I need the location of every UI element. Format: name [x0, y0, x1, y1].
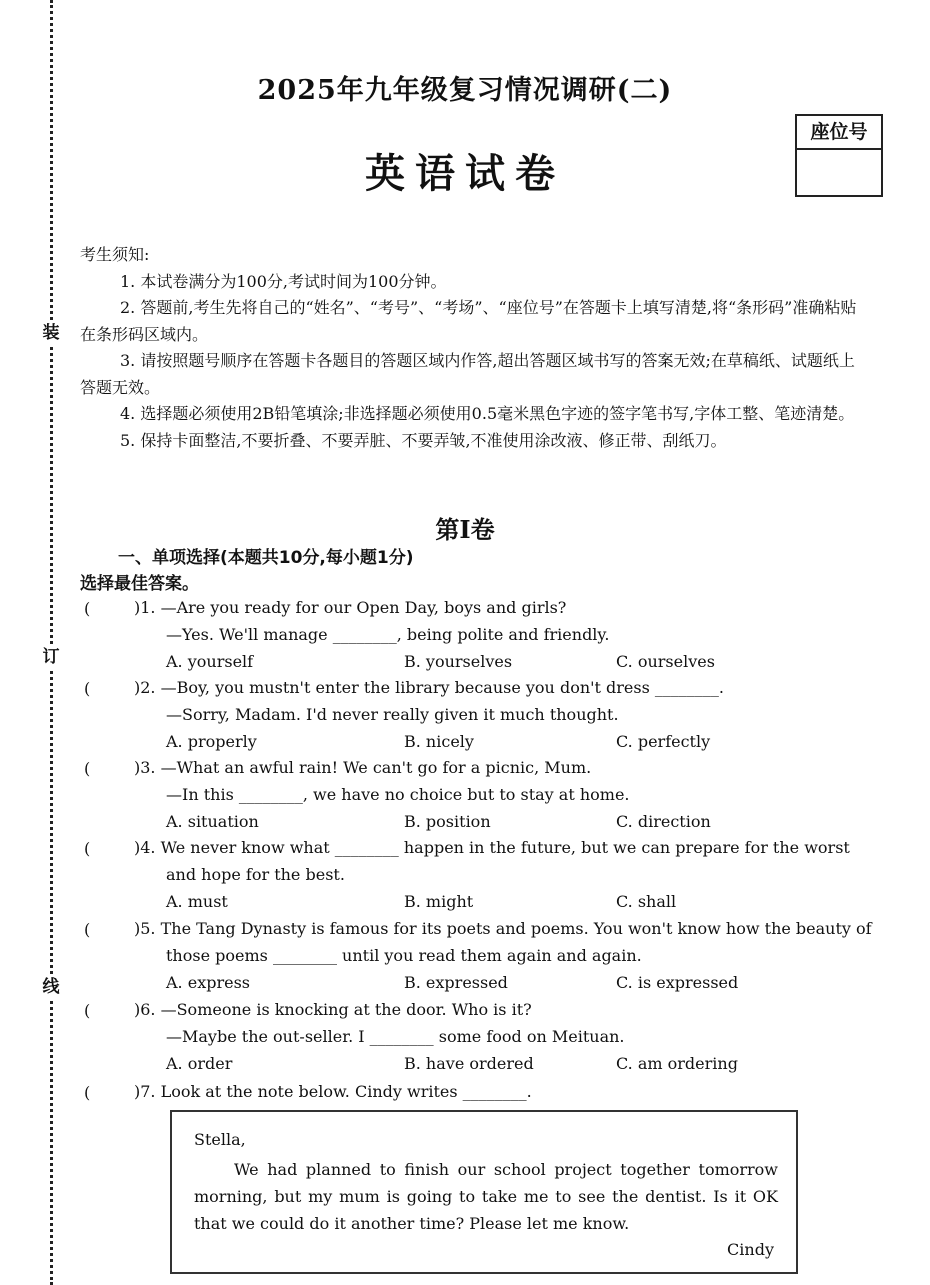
option-c: C. shall — [616, 892, 677, 911]
option-a: A. order — [166, 1054, 233, 1073]
question-line: —In this ________, we have no choice but to stay at home. — [166, 785, 630, 804]
part-title: 第Ⅰ卷 — [435, 515, 495, 544]
option-c: C. is expressed — [616, 973, 739, 992]
option-b: B. expressed — [404, 973, 508, 992]
subject-title: 英语试卷 — [365, 151, 565, 197]
question-stem: )3. —What an awful rain! We can't go for a picnic, Mum. — [134, 758, 592, 777]
question-line: those poems ________ until you read them again and again. — [166, 946, 642, 965]
candidate-notice — [80, 242, 860, 454]
option-b: B. have ordered — [404, 1054, 534, 1073]
option-a: A. situation — [166, 812, 259, 831]
option-a: A. properly — [166, 732, 257, 751]
option-c: C. perfectly — [616, 732, 711, 751]
question-stem: )2. —Boy, you mustn't enter the library because you don't dress ________. — [134, 678, 724, 697]
answer-paren: ( — [84, 1001, 91, 1020]
exam-title: 2025年九年级复习情况调研(二) — [257, 75, 673, 106]
option-b: B. yourselves — [404, 652, 513, 671]
note-signature: Cindy — [727, 1240, 774, 1259]
notice-item: 5. 保持卡面整洁,不要折叠、不要弄脏、不要弄皱,不准使用涂改液、修正带、刮纸刀。 — [120, 430, 727, 450]
binding-char-ding: 订 — [40, 646, 62, 668]
note-body: We had planned to finish our school project together tomorrow morning, but my mum is going to take me to see the dentist. Is it OK that we could do it another time? Please let me know. — [194, 1160, 778, 1233]
answer-paren: ( — [84, 839, 91, 858]
seat-number-box — [795, 114, 883, 197]
option-a: A. express — [166, 973, 250, 992]
option-b: B. nicely — [404, 732, 474, 751]
answer-paren: ( — [84, 679, 91, 698]
option-c: C. am ordering — [616, 1054, 738, 1073]
notice-item: 2. 答题前,考生先将自己的“姓名”、“考号”、“考场”、“座位号”在答题卡上填写清楚,将“条形码”准确粘贴在条形码区域内。 — [80, 298, 857, 344]
option-a: A. yourself — [166, 652, 254, 671]
option-c: C. direction — [616, 812, 711, 831]
question-line: and hope for the best. — [166, 865, 345, 884]
question-stem: )4. We never know what ________ happen in the future, but we can prepare for the worst — [134, 838, 850, 857]
binding-char-xian: 线 — [40, 976, 62, 998]
option-b: B. position — [404, 812, 491, 831]
notice-item: 3. 请按照题号顺序在答题卡各题目的答题区域内作答,超出答题区域书写的答案无效;在草稿纸、试题纸上答题无效。 — [80, 351, 855, 397]
answer-paren: ( — [84, 599, 91, 618]
option-a: A. must — [166, 892, 228, 911]
notice-item: 4. 选择题必须使用2B铅笔填涂;非选择题必须使用0.5毫米黑色字迹的签字笔书写,字体工整、笔迹清楚。 — [120, 404, 855, 423]
question-stem: )5. The Tang Dynasty is famous for its poets and poems. You won't know how the beauty of — [134, 919, 872, 938]
question-line: —Yes. We'll manage ________, being polite and friendly. — [166, 625, 610, 644]
question-line: —Sorry, Madam. I'd never really given it much thought. — [166, 705, 619, 724]
option-c: C. ourselves — [616, 652, 715, 671]
option-b: B. might — [404, 892, 474, 911]
section-heading: 一、单项选择(本题共10分,每小题1分) — [118, 548, 414, 568]
note-box — [170, 1110, 798, 1274]
question-stem: )7. Look at the note below. Cindy writes ________. — [134, 1082, 532, 1101]
answer-paren: ( — [84, 759, 91, 778]
section-instruction: 选择最佳答案。 — [80, 574, 199, 594]
question-stem: )1. —Are you ready for our Open Day, boys and girls? — [134, 598, 567, 617]
answer-paren: ( — [84, 1083, 91, 1102]
answer-paren: ( — [84, 920, 91, 939]
notice-item: 1. 本试卷满分为100分,考试时间为100分钟。 — [120, 271, 447, 291]
binding-char-zhuang: 装 — [40, 322, 62, 344]
seat-number-label: 座位号 — [797, 116, 881, 150]
note-greeting: Stella, — [194, 1130, 246, 1149]
notice-heading: 考生须知: — [80, 245, 150, 264]
question-stem: )6. —Someone is knocking at the door. Who is it? — [134, 1000, 532, 1019]
question-line: —Maybe the out-seller. I ________ some food on Meituan. — [166, 1027, 625, 1046]
